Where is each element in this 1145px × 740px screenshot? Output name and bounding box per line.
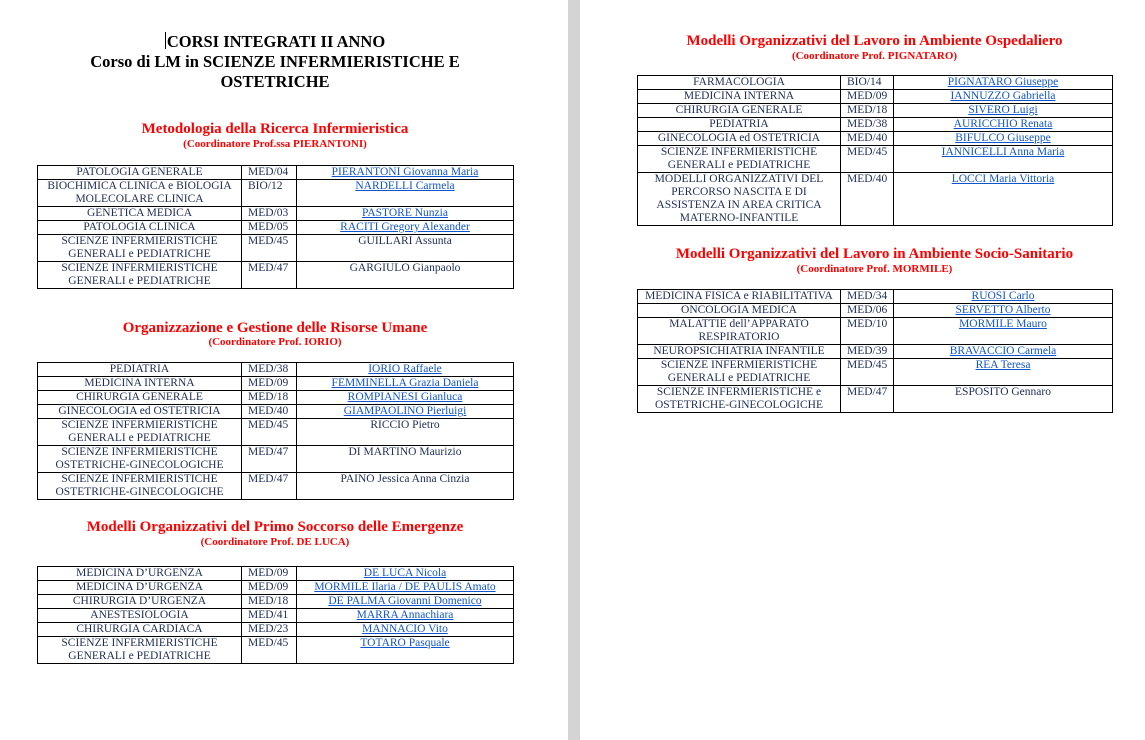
table-row xyxy=(638,104,1113,118)
teacher-cell xyxy=(297,473,514,500)
course-name: SCIENZE INFERMIERISTICHE GENERALI e PEDIATRICHE xyxy=(38,637,242,664)
ssd-code: MED/41 xyxy=(242,609,297,623)
section-coordinator: (Coordinatore Prof.ssa PIERANTONI) xyxy=(183,138,367,150)
course-name: MEDICINA INTERNA xyxy=(638,90,841,104)
teacher-link[interactable]: DE LUCA Nicola xyxy=(363,567,447,579)
teacher-cell xyxy=(297,446,514,473)
course-name: SCIENZE INFERMIERISTICHE GENERALI e PEDIATRICHE xyxy=(638,146,841,173)
ssd-code: MED/47 xyxy=(841,386,894,413)
course-name: CHIRURGIA GENERALE xyxy=(38,391,242,405)
page-gutter xyxy=(568,0,580,740)
teacher-cell xyxy=(894,290,1113,304)
ssd-code: MED/23 xyxy=(242,623,297,637)
section-coordinator: (Coordinatore Prof. MORMILE) xyxy=(796,263,953,275)
course-name: BIOCHIMICA CLINICA e BIOLOGIA MOLECOLARE CLINICA xyxy=(38,180,242,207)
teacher-link[interactable]: AURICCHIO Renata xyxy=(953,118,1053,130)
teacher-cell xyxy=(297,419,514,446)
teacher-cell xyxy=(297,221,514,235)
section-title: Modelli Organizzativi del Lavoro in Ambiente Ospedaliero xyxy=(686,33,1063,49)
table-row xyxy=(638,359,1113,386)
table-row xyxy=(38,166,514,180)
course-name: PATOLOGIA CLINICA xyxy=(38,221,242,235)
section-coordinator: (Coordinatore Prof. IORIO) xyxy=(208,336,342,348)
teacher-link[interactable]: MORMILE Mauro xyxy=(959,318,1047,330)
course-name: CHIRURGIA GENERALE xyxy=(638,104,841,118)
teacher-cell xyxy=(894,118,1113,132)
teacher-cell xyxy=(297,623,514,637)
teacher-link[interactable]: BIFULCO Giuseppe xyxy=(955,132,1051,144)
teacher-cell xyxy=(297,166,514,180)
course-name: NEUROPSICHIATRIA INFANTILE xyxy=(638,345,841,359)
table-row xyxy=(38,473,514,500)
table-row xyxy=(38,405,514,419)
course-name: SCIENZE INFERMIERISTICHE GENERALI e PEDIATRICHE xyxy=(38,235,242,262)
course-name: SCIENZE INFERMIERISTICHE OSTETRICHE-GINECOLOGICHE xyxy=(38,473,242,500)
teacher-link[interactable]: NARDELLI Carmela xyxy=(355,180,455,192)
teacher-name: PAINO Jessica Anna Cinzia xyxy=(340,473,470,485)
course-table xyxy=(37,362,514,500)
table-row xyxy=(38,595,514,609)
teacher-link[interactable]: MANNACIO Vito xyxy=(362,623,448,635)
teacher-link[interactable]: SERVETTO Alberto xyxy=(955,304,1051,316)
teacher-link[interactable]: ROMPIANESI Gianluca xyxy=(347,391,463,403)
document-page-left xyxy=(0,0,568,740)
table-row xyxy=(38,363,514,377)
ssd-code: MED/45 xyxy=(242,235,297,262)
ssd-code: MED/40 xyxy=(841,173,894,226)
teacher-link[interactable]: PIERANTONI Giovanna Maria xyxy=(331,166,479,178)
teacher-link[interactable]: MARRA Annachiara xyxy=(356,609,454,621)
teacher-link[interactable]: LOCCI Maria Vittoria xyxy=(951,173,1055,185)
ssd-code: BIO/14 xyxy=(841,76,894,90)
section-title: Modelli Organizzativi del Primo Soccorso delle Emergenze xyxy=(86,519,464,535)
ssd-code: MED/09 xyxy=(242,377,297,391)
table-row xyxy=(38,207,514,221)
document-title xyxy=(60,32,490,92)
table-row xyxy=(638,345,1113,359)
document-page-right xyxy=(580,0,1145,740)
teacher-cell xyxy=(297,567,514,581)
ssd-code: BIO/12 xyxy=(242,180,297,207)
course-name: PEDIATRIA xyxy=(38,363,242,377)
teacher-cell xyxy=(297,363,514,377)
ssd-code: MED/18 xyxy=(841,104,894,118)
teacher-cell xyxy=(894,386,1113,413)
table-row xyxy=(38,180,514,207)
ssd-code: MED/05 xyxy=(242,221,297,235)
course-name: PATOLOGIA GENERALE xyxy=(38,166,242,180)
ssd-code: MED/04 xyxy=(242,166,297,180)
course-name: CHIRURGIA CARDIACA xyxy=(38,623,242,637)
teacher-link[interactable]: FEMMINELLA Grazia Daniela xyxy=(331,377,479,389)
course-name: GENETICA MEDICA xyxy=(38,207,242,221)
course-name: MALATTIE dell’APPARATO RESPIRATORIO xyxy=(638,318,841,345)
course-name: ONCOLOGIA MEDICA xyxy=(638,304,841,318)
course-name: SCIENZE INFERMIERISTICHE OSTETRICHE-GINECOLOGICHE xyxy=(38,446,242,473)
course-name: SCIENZE INFERMIERISTICHE GENERALI e PEDIATRICHE xyxy=(638,359,841,386)
course-name: FARMACOLOGIA xyxy=(638,76,841,90)
teacher-cell xyxy=(894,173,1113,226)
teacher-link[interactable]: REA Teresa xyxy=(975,359,1031,371)
ssd-code: MED/10 xyxy=(841,318,894,345)
table-row xyxy=(38,637,514,664)
table-row xyxy=(38,623,514,637)
title-line-3: OSTETRICHE xyxy=(220,72,330,91)
teacher-cell xyxy=(894,318,1113,345)
table-row xyxy=(638,132,1113,146)
course-name: SCIENZE INFERMIERISTICHE e OSTETRICHE-GINECOLOGICHE xyxy=(638,386,841,413)
section-title: Modelli Organizzativi del Lavoro in Ambiente Socio-Sanitario xyxy=(675,246,1074,262)
table-row xyxy=(638,304,1113,318)
table-row xyxy=(38,377,514,391)
title-line-1: CORSI INTEGRATI II ANNO xyxy=(166,32,386,51)
course-table xyxy=(37,566,514,664)
ssd-code: MED/45 xyxy=(841,359,894,386)
teacher-link[interactable]: PASTORE Nunzia xyxy=(362,207,448,219)
ssd-code: MED/34 xyxy=(841,290,894,304)
section-coordinator: (Coordinatore Prof. PIGNATARO) xyxy=(791,50,958,62)
teacher-cell xyxy=(894,90,1113,104)
ssd-code: MED/09 xyxy=(242,567,297,581)
course-name: MEDICINA D’URGENZA xyxy=(38,567,242,581)
course-name: ANESTESIOLOGIA xyxy=(38,609,242,623)
text-cursor xyxy=(165,32,166,49)
teacher-link[interactable]: BRAVACCIO Carmela xyxy=(949,345,1057,357)
course-name: SCIENZE INFERMIERISTICHE GENERALI e PEDIATRICHE xyxy=(38,419,242,446)
teacher-cell xyxy=(894,146,1113,173)
ssd-code: MED/38 xyxy=(841,118,894,132)
table-row xyxy=(38,221,514,235)
ssd-code: MED/40 xyxy=(242,405,297,419)
teacher-cell xyxy=(297,262,514,289)
ssd-code: MED/18 xyxy=(242,391,297,405)
section-coordinator: (Coordinatore Prof. DE LUCA) xyxy=(200,536,350,548)
course-name: MODELLI ORGANIZZATIVI DEL PERCORSO NASCITA E DI ASSISTENZA IN AREA CRITICA MATERNO-INFANTILE xyxy=(638,173,841,226)
ssd-code: MED/38 xyxy=(242,363,297,377)
course-name: GINECOLOGIA ed OSTETRICIA xyxy=(38,405,242,419)
teacher-cell xyxy=(297,180,514,207)
table-row xyxy=(38,391,514,405)
ssd-code: MED/40 xyxy=(841,132,894,146)
teacher-cell xyxy=(894,304,1113,318)
table-row xyxy=(38,446,514,473)
teacher-cell xyxy=(894,132,1113,146)
table-row xyxy=(638,146,1113,173)
teacher-cell xyxy=(297,235,514,262)
teacher-cell xyxy=(297,405,514,419)
teacher-link[interactable]: DE PALMA Giovanni Domenico xyxy=(328,595,482,607)
teacher-name: RICCIO Pietro xyxy=(370,419,440,431)
teacher-cell xyxy=(894,76,1113,90)
teacher-name: DI MARTINO Maurizio xyxy=(348,446,462,458)
teacher-cell xyxy=(894,104,1113,118)
table-row xyxy=(38,609,514,623)
ssd-code: MED/47 xyxy=(242,446,297,473)
ssd-code: MED/03 xyxy=(242,207,297,221)
table-row xyxy=(638,90,1113,104)
teacher-link[interactable]: MORMILE Ilaria / DE PAULIS Amato xyxy=(314,581,496,593)
table-row xyxy=(38,567,514,581)
course-table xyxy=(637,75,1113,226)
table-row xyxy=(638,118,1113,132)
course-table xyxy=(37,165,514,289)
ssd-code: MED/45 xyxy=(242,419,297,446)
teacher-cell xyxy=(297,609,514,623)
course-name: MEDICINA INTERNA xyxy=(38,377,242,391)
teacher-link[interactable]: GIAMPAOLINO Pierluigi xyxy=(343,405,467,417)
teacher-link[interactable]: RUOSI Carlo xyxy=(971,290,1035,302)
ssd-code: MED/45 xyxy=(242,637,297,664)
ssd-code: MED/47 xyxy=(242,473,297,500)
teacher-cell xyxy=(297,207,514,221)
ssd-code: MED/47 xyxy=(242,262,297,289)
teacher-link[interactable]: IORIO Raffaele xyxy=(368,363,442,375)
ssd-code: MED/06 xyxy=(841,304,894,318)
course-table xyxy=(637,289,1113,413)
course-name: CHIRURGIA D’URGENZA xyxy=(38,595,242,609)
teacher-cell xyxy=(297,391,514,405)
table-row xyxy=(638,318,1113,345)
teacher-name: GARGIULO Gianpaolo xyxy=(349,262,461,274)
course-name: MEDICINA FISICA e RIABILITATIVA xyxy=(638,290,841,304)
course-name: PEDIATRIA xyxy=(638,118,841,132)
teacher-cell xyxy=(297,581,514,595)
ssd-code: MED/45 xyxy=(841,146,894,173)
teacher-cell xyxy=(894,359,1113,386)
table-row xyxy=(38,581,514,595)
teacher-link[interactable]: RACITI Gregory Alexander xyxy=(340,221,470,233)
teacher-cell xyxy=(297,595,514,609)
table-row xyxy=(638,386,1113,413)
ssd-code: MED/39 xyxy=(841,345,894,359)
teacher-name: GUILLARI Assunta xyxy=(358,235,452,247)
table-row xyxy=(38,262,514,289)
table-row xyxy=(38,419,514,446)
teacher-link[interactable]: IANNUZZO Gabriella xyxy=(950,90,1056,102)
teacher-link[interactable]: SIVERO Luigi xyxy=(968,104,1038,116)
teacher-cell xyxy=(297,637,514,664)
ssd-code: MED/18 xyxy=(242,595,297,609)
table-row xyxy=(638,290,1113,304)
teacher-cell xyxy=(894,345,1113,359)
teacher-link[interactable]: PIGNATARO Giuseppe xyxy=(947,76,1059,88)
course-name: SCIENZE INFERMIERISTICHE GENERALI e PEDIATRICHE xyxy=(38,262,242,289)
table-row xyxy=(638,76,1113,90)
teacher-cell xyxy=(297,377,514,391)
teacher-name: ESPOSITO Gennaro xyxy=(955,386,1051,398)
teacher-link[interactable]: TOTARO Pasquale xyxy=(360,637,450,649)
section-title: Metodologia della Ricerca Infermieristica xyxy=(141,121,409,137)
ssd-code: MED/09 xyxy=(242,581,297,595)
table-row xyxy=(638,173,1113,226)
teacher-link[interactable]: IANNICELLI Anna Maria xyxy=(941,146,1065,158)
section-title: Organizzazione e Gestione delle Risorse Umane xyxy=(122,320,428,336)
title-line-2: Corso di LM in SCIENZE INFERMIERISTICHE E xyxy=(90,52,460,71)
course-name: GINECOLOGIA ed OSTETRICIA xyxy=(638,132,841,146)
table-row xyxy=(38,235,514,262)
course-name: MEDICINA D’URGENZA xyxy=(38,581,242,595)
ssd-code: MED/09 xyxy=(841,90,894,104)
